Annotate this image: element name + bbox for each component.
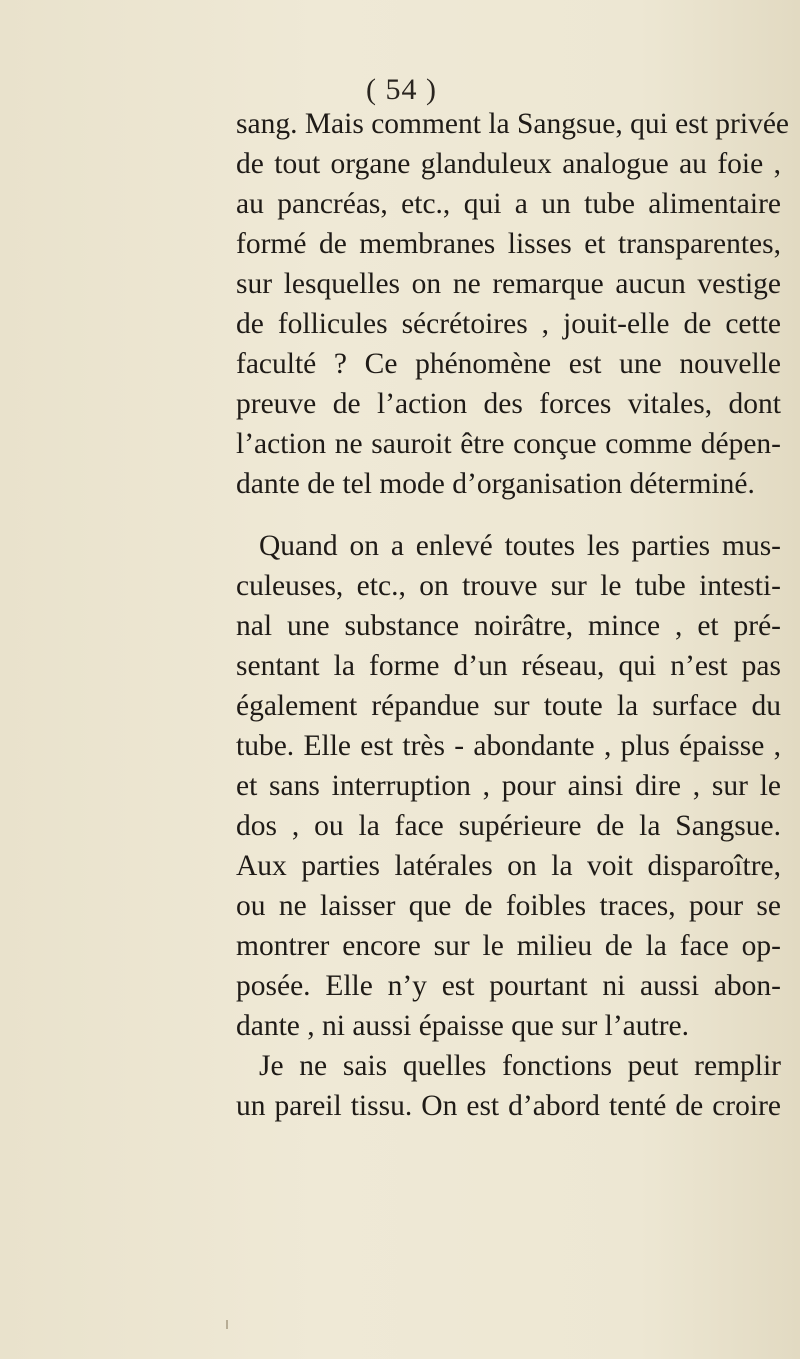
- paragraph-gap: [236, 504, 781, 526]
- text-line: sentant la forme d’un réseau, qui n’est pas: [236, 650, 781, 682]
- text-line: Je ne sais quelles fonctions peut remplir: [259, 1050, 781, 1082]
- paragraph-2: [236, 526, 781, 1046]
- text-line: Aux parties latérales on la voit disparoître,: [236, 850, 781, 882]
- text-line: et sans interruption , pour ainsi dire , sur le: [236, 770, 781, 802]
- text-line: dante de tel mode d’organisation déterminé.: [236, 468, 755, 500]
- text-line: faculté ? Ce phénomène est une nouvelle: [236, 348, 781, 380]
- text-line: nal une substance noirâtre, mince , et pré-: [236, 610, 781, 642]
- page-text: [236, 104, 790, 1126]
- text-line: un pareil tissu. On est d’abord tenté de croire: [236, 1090, 781, 1122]
- text-line: montrer encore sur le milieu de la face op-: [236, 930, 781, 962]
- text-line: dos , ou la face supérieure de la Sangsue.: [236, 810, 781, 842]
- paragraph-1: [236, 104, 790, 504]
- text-line: de follicules sécrétoires , jouit-elle de cette: [236, 308, 781, 340]
- text-line: culeuses, etc., on trouve sur le tube intesti-: [236, 570, 781, 602]
- text-line: de tout organe glanduleux analogue au foie ,: [236, 148, 781, 180]
- text-line: dante , ni aussi épaisse que sur l’autre.: [236, 1010, 690, 1042]
- paragraph-3: [236, 1046, 781, 1126]
- text-line: posée. Elle n’y est pourtant ni aussi abon-: [236, 970, 781, 1002]
- text-line: l’action ne sauroit être conçue comme dépen-: [236, 428, 781, 460]
- text-line: Quand on a enlevé toutes les parties mus-: [259, 530, 781, 562]
- text-line: au pancréas, etc., qui a un tube alimentaire: [236, 188, 781, 220]
- text-line: preuve de l’action des forces vitales, dont: [236, 388, 781, 420]
- text-line: sur lesquelles on ne remarque aucun vestige: [236, 268, 781, 300]
- text-line: formé de membranes lisses et transparentes,: [236, 228, 781, 260]
- page-number: ( 54 ): [366, 73, 437, 106]
- text-line: sang. Mais comment la Sangsue, qui est privée: [236, 108, 790, 140]
- text-line: également répandue sur toute la surface du: [236, 690, 781, 722]
- paper-speck: [226, 1320, 228, 1329]
- text-line: ou ne laisser que de foibles traces, pour se: [236, 890, 781, 922]
- text-line: tube. Elle est très - abondante , plus épaisse ,: [236, 730, 781, 762]
